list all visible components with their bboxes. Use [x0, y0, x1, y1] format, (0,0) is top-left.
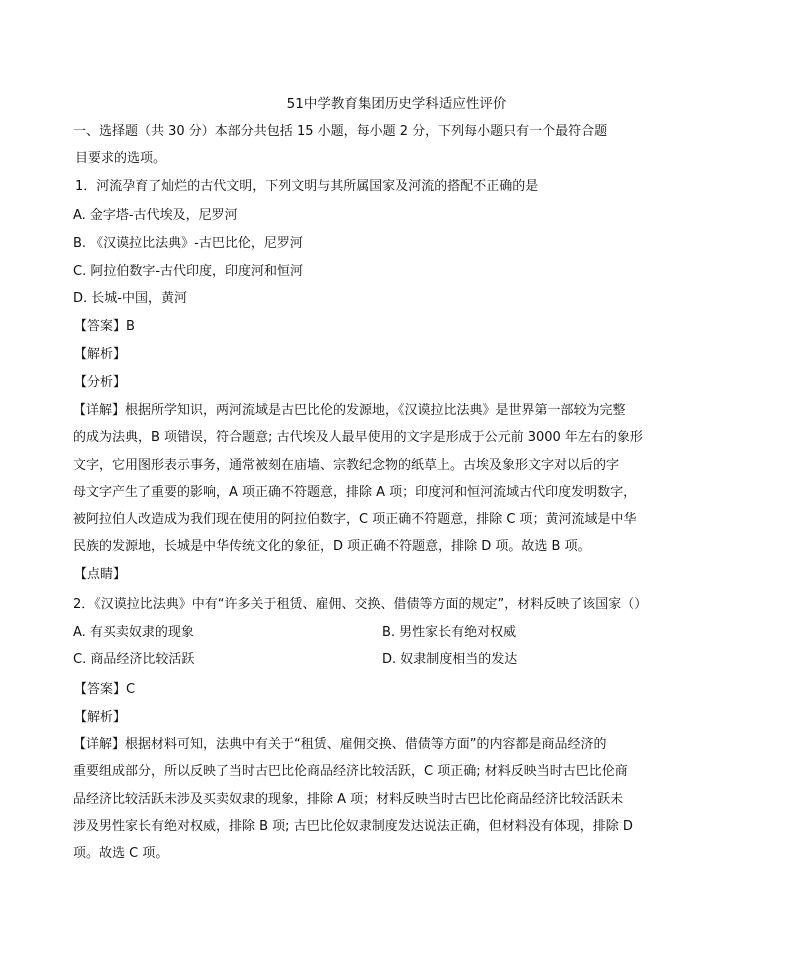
question-2-detail-line: 重要组成部分，所以反映了当时古巴比伦商品经济比较活跃，C 项正确; 材料反映当时古巴比伦商 — [73, 764, 628, 779]
question-2-detail-line: 项。故选 C 项。 — [73, 846, 169, 861]
question-2-option-c: C. 商品经济比较活跃 — [73, 652, 195, 667]
question-1-fenxi-label: 【分析】 — [74, 375, 127, 390]
question-2-detail-line: 涉及男性家长有绝对权威，排除 B 项; 古巴比伦奴隶制度发达说法正确，但材料没有体现，排除 D — [73, 819, 633, 834]
question-2-stem: 2．《汉谟拉比法典》中有“许多关于租赁、雇佣、交换、借债等方面的规定”，材料反映了该国家（） — [73, 597, 648, 612]
question-1-detail-line: 母文字产生了重要的影响，A 项正确不符题意，排除 A 项；印度河和恒河流域古代印度发明数字， — [73, 485, 637, 500]
question-1-detail-line: 民族的发源地，长城是中华传统文化的象征，D 项正确不符题意，排除 D 项。故选 B 项。 — [73, 539, 591, 554]
question-1-detail-line: 【详解】根据所学知识，两河流域是古巴比伦的发源地，《汉谟拉比法典》是世界第一部较为完整 — [73, 403, 626, 418]
question-1-stem: 1．河流孕育了灿烂的古代文明，下列文明与其所属国家及河流的搭配不正确的是 — [75, 179, 539, 194]
question-1-option-c: C. 阿拉伯数字-古代印度，印度河和恒河 — [73, 264, 304, 279]
question-1-detail-line: 文字，它用图形表示事务，通常被刻在庙墙、宗教纪念物的纸草上。古埃及象形文字对以后的字 — [73, 458, 620, 473]
page-title: 51中学教育集团历史学科适应性评价 — [286, 96, 507, 112]
section-heading-line-1: 一、选择题（共 30 分）本部分共包括 15 小题，每小题 2 分，下列每小题只有一个最符合题 — [73, 124, 608, 139]
question-1-option-b: B. 《汉谟拉比法典》-古巴比伦，尼罗河 — [73, 236, 303, 251]
question-1-jiexi-label: 【解析】 — [74, 347, 127, 362]
question-1-option-a: A. 金字塔-古代埃及，尼罗河 — [73, 208, 238, 223]
section-heading-line-2: 目要求的选项。 — [75, 151, 167, 166]
question-2-option-a: A. 有买卖奴隶的现象 — [73, 625, 194, 640]
question-1-dianjing-label: 【点睛】 — [74, 567, 127, 582]
question-2-answer: 【答案】C — [74, 682, 136, 697]
question-1-detail-line: 的成为法典，B 项错误，符合题意; 古代埃及人最早使用的文字是形成于公元前 3000 年左右的象形 — [73, 430, 643, 445]
question-2-jiexi-label: 【解析】 — [74, 710, 127, 725]
question-2-option-d: D. 奴隶制度相当的发达 — [382, 652, 518, 667]
question-1-answer: 【答案】B — [74, 319, 135, 334]
question-2-option-b: B. 男性家长有绝对权威 — [382, 625, 517, 640]
question-1-option-d: D. 长城-中国，黄河 — [73, 291, 187, 306]
question-2-detail-line: 品经济比较活跃未涉及买卖奴隶的现象，排除 A 项；材料反映当时古巴比伦商品经济比较活跃未 — [73, 792, 624, 807]
question-2-detail-line: 【详解】根据材料可知，法典中有关于“租赁、雇佣交换、借债等方面”的内容都是商品经济的 — [73, 737, 607, 752]
question-1-detail-line: 被阿拉伯人改造成为我们现在使用的阿拉伯数字，C 项正确不符题意，排除 C 项；黄河流域是中华 — [73, 512, 637, 527]
